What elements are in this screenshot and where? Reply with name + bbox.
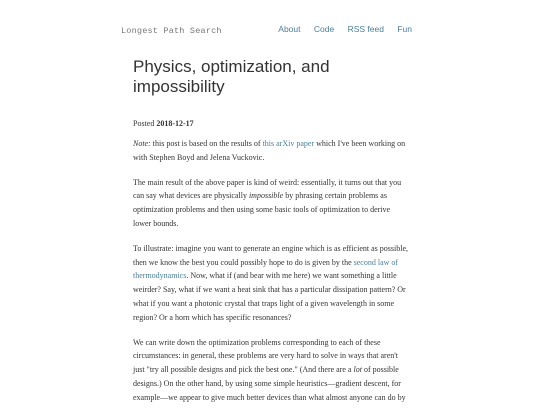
note-text-end: which I've been working on with Stephen Boyd and Jelena Vuckovic. <box>133 139 406 162</box>
paragraph-illustrate <box>133 242 409 325</box>
site-title[interactable]: Longest Path Search <box>121 26 222 36</box>
p3-text-end: of possible designs.) On the other hand, by using some simple heuristics—gradient descent, for example—we appear to give much better devices than what almost anyone can do by <box>133 365 406 402</box>
site-header <box>0 0 540 40</box>
arxiv-paper-link[interactable]: this arXiv paper <box>262 139 315 148</box>
note-paragraph <box>133 137 409 165</box>
p1-text-start: The main result of the above paper is kind of weird: essentially, it turns out that you can say what devices are physically <box>133 177 402 201</box>
post-date-line <box>133 119 409 128</box>
post-title: Physics, optimization, and impossibility <box>133 57 330 96</box>
p1-text-end: by phrasing certain problems as optimization problems and then using some basic tools of optimization to derive lower bounds. <box>133 191 391 228</box>
top-nav <box>267 24 412 34</box>
p3-emphasis: lot <box>353 365 362 375</box>
p3-text-start: We can write down the optimization problems corresponding to each of these circumstances: in general, these problems are very hard to solve in ways that aren't just "try all possible designs and pick the best one." (And there are a <box>133 337 398 375</box>
p1-emphasis: impossible <box>248 191 284 201</box>
p2-text-end: . Now, what if (and bear with me here) we want something a little weirder? Say, what if we want a heat sink that has a particular dissipation pattern? Or what if you want a photonic crystal that traps light of a given wavelength in some region? Or a horn which has specific resonances? <box>133 271 406 322</box>
nav-fun[interactable]: Fun <box>397 24 412 34</box>
paragraph-optimization <box>133 336 409 405</box>
nav-about[interactable]: About <box>278 24 301 34</box>
paragraph-main-result <box>133 176 409 231</box>
post-content <box>133 57 409 416</box>
nav-rss-feed[interactable]: RSS feed <box>347 24 384 34</box>
posted-label: Posted <box>133 119 155 128</box>
note-text-start: this post is based on the results of <box>150 139 263 148</box>
note-label: Note: <box>133 139 151 148</box>
p2-text-start: To illustrate: imagine you want to generate an engine which is as efficient as possible, then we know the best you could possibly hope to do is given by the <box>133 243 408 267</box>
nav-code[interactable]: Code <box>313 24 335 34</box>
post-date: 2018-12-17 <box>156 119 194 128</box>
thermodynamics-link[interactable]: second law of thermodynamics <box>133 257 399 281</box>
